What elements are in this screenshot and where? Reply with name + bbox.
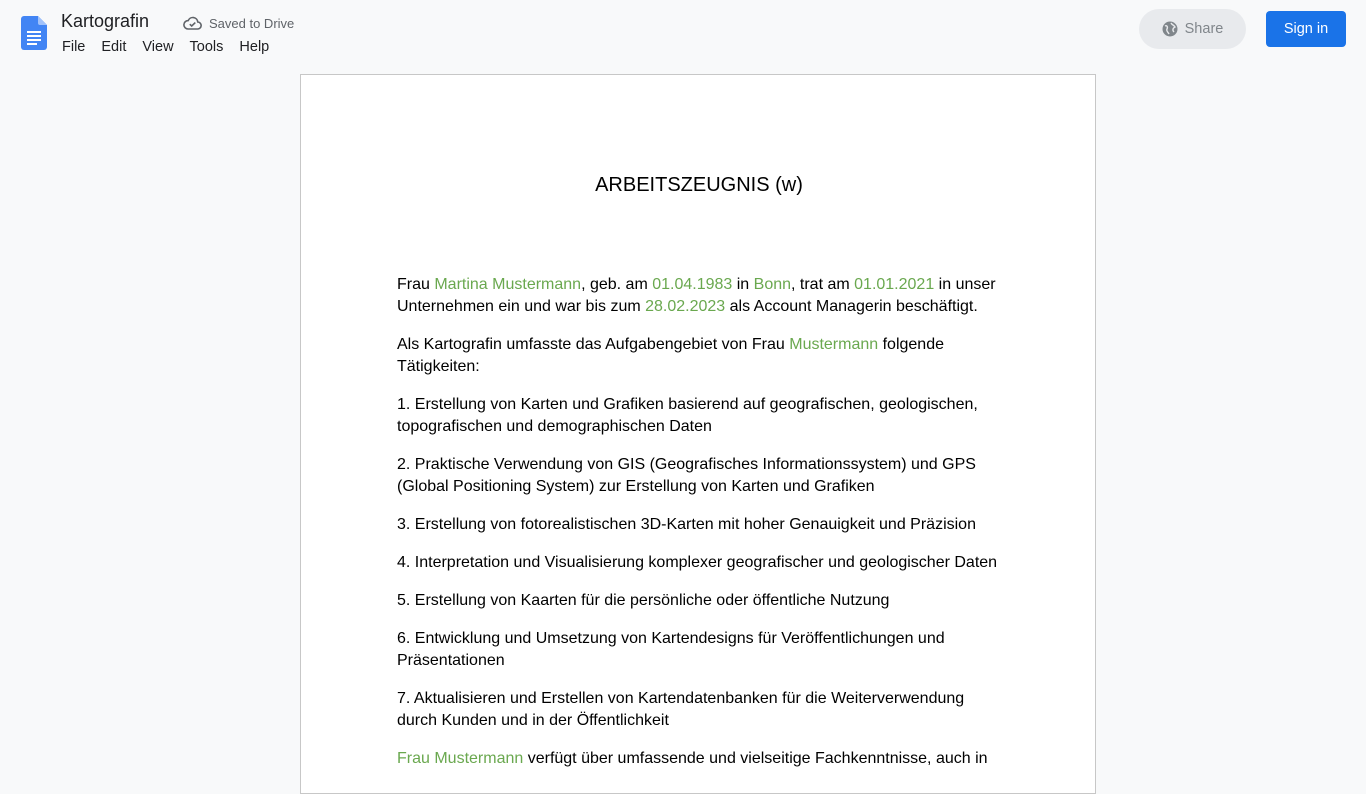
menu-tools[interactable]: Tools (189, 39, 224, 55)
text-run: Frau (397, 276, 435, 293)
docs-logo-icon[interactable] (21, 16, 47, 50)
menu-view[interactable]: View (142, 39, 174, 55)
share-button-label: Share (1184, 21, 1224, 37)
document-title[interactable]: Kartografin (61, 11, 150, 31)
task-item: 6. Entwicklung und Umsetzung von Kartendesigns für Veröffentlichungen und Präsentationen (397, 630, 945, 669)
task-item: 2. Praktische Verwendung von GIS (Geografisches Informationssystem) und GPS (Global Positioning System) zur Erstellung von Karten und Grafiken (397, 456, 976, 495)
text-run: folgende Tätigkeiten: (397, 336, 944, 375)
tasks-intro-paragraph (397, 334, 1007, 378)
saved-status-label: Saved to Drive (209, 15, 295, 31)
cloud-done-icon (183, 16, 202, 30)
intro-paragraph (397, 274, 1007, 318)
text-run: in unser Unternehmen ein und war bis zum (397, 276, 996, 315)
top-bar (0, 0, 1366, 64)
saved-status[interactable] (183, 14, 294, 32)
sign-in-button[interactable]: Sign in (1266, 11, 1346, 47)
task-item: 1. Erstellung von Karten und Grafiken basierend auf geografischen, geologischen, topografischen und demographischen Daten (397, 396, 978, 435)
placeholder-surname: Mustermann (789, 336, 879, 353)
document-body (397, 274, 1007, 786)
placeholder-end-date: 28.02.2023 (645, 298, 726, 315)
menu-file[interactable]: File (62, 39, 86, 55)
text-run: Als Kartografin umfasste das Aufgabengebiet von Frau (397, 336, 790, 353)
placeholder-full-name: Frau Mustermann (397, 750, 524, 767)
task-item: 3. Erstellung von fotorealistischen 3D-Karten mit hoher Genauigkeit und Präzision (397, 516, 976, 533)
placeholder-city: Bonn (753, 276, 792, 293)
text-run: als Account Managerin beschäftigt. (725, 298, 978, 315)
menu-help[interactable]: Help (239, 39, 270, 55)
skills-paragraph (397, 748, 1007, 770)
task-item: 5. Erstellung von Kaarten für die persönliche oder öffentliche Nutzung (397, 592, 890, 609)
placeholder-birth-date: 01.04.1983 (652, 276, 733, 293)
text-run: , trat am (791, 276, 855, 293)
menu-edit[interactable]: Edit (101, 39, 127, 55)
placeholder-start-date: 01.01.2021 (854, 276, 935, 293)
globe-icon (1162, 21, 1178, 37)
share-button[interactable] (1139, 9, 1246, 49)
document-heading: ARBEITSZEUGNIS (w) (595, 174, 803, 196)
text-run: , geb. am (581, 276, 653, 293)
placeholder-name: Martina Mustermann (434, 276, 582, 293)
text-run: verfügt über umfassende und vielseitige Fachkenntnisse, auch in (523, 750, 988, 767)
text-run: in (732, 276, 754, 293)
task-item: 4. Interpretation und Visualisierung komplexer geografischer und geologischer Daten (397, 554, 998, 571)
menu-bar (54, 36, 277, 58)
document-page[interactable] (300, 74, 1096, 794)
task-item: 7. Aktualisieren und Erstellen von Kartendatenbanken für die Weiterverwendung durch Kunden und in der Öffentlichkeit (397, 690, 965, 729)
